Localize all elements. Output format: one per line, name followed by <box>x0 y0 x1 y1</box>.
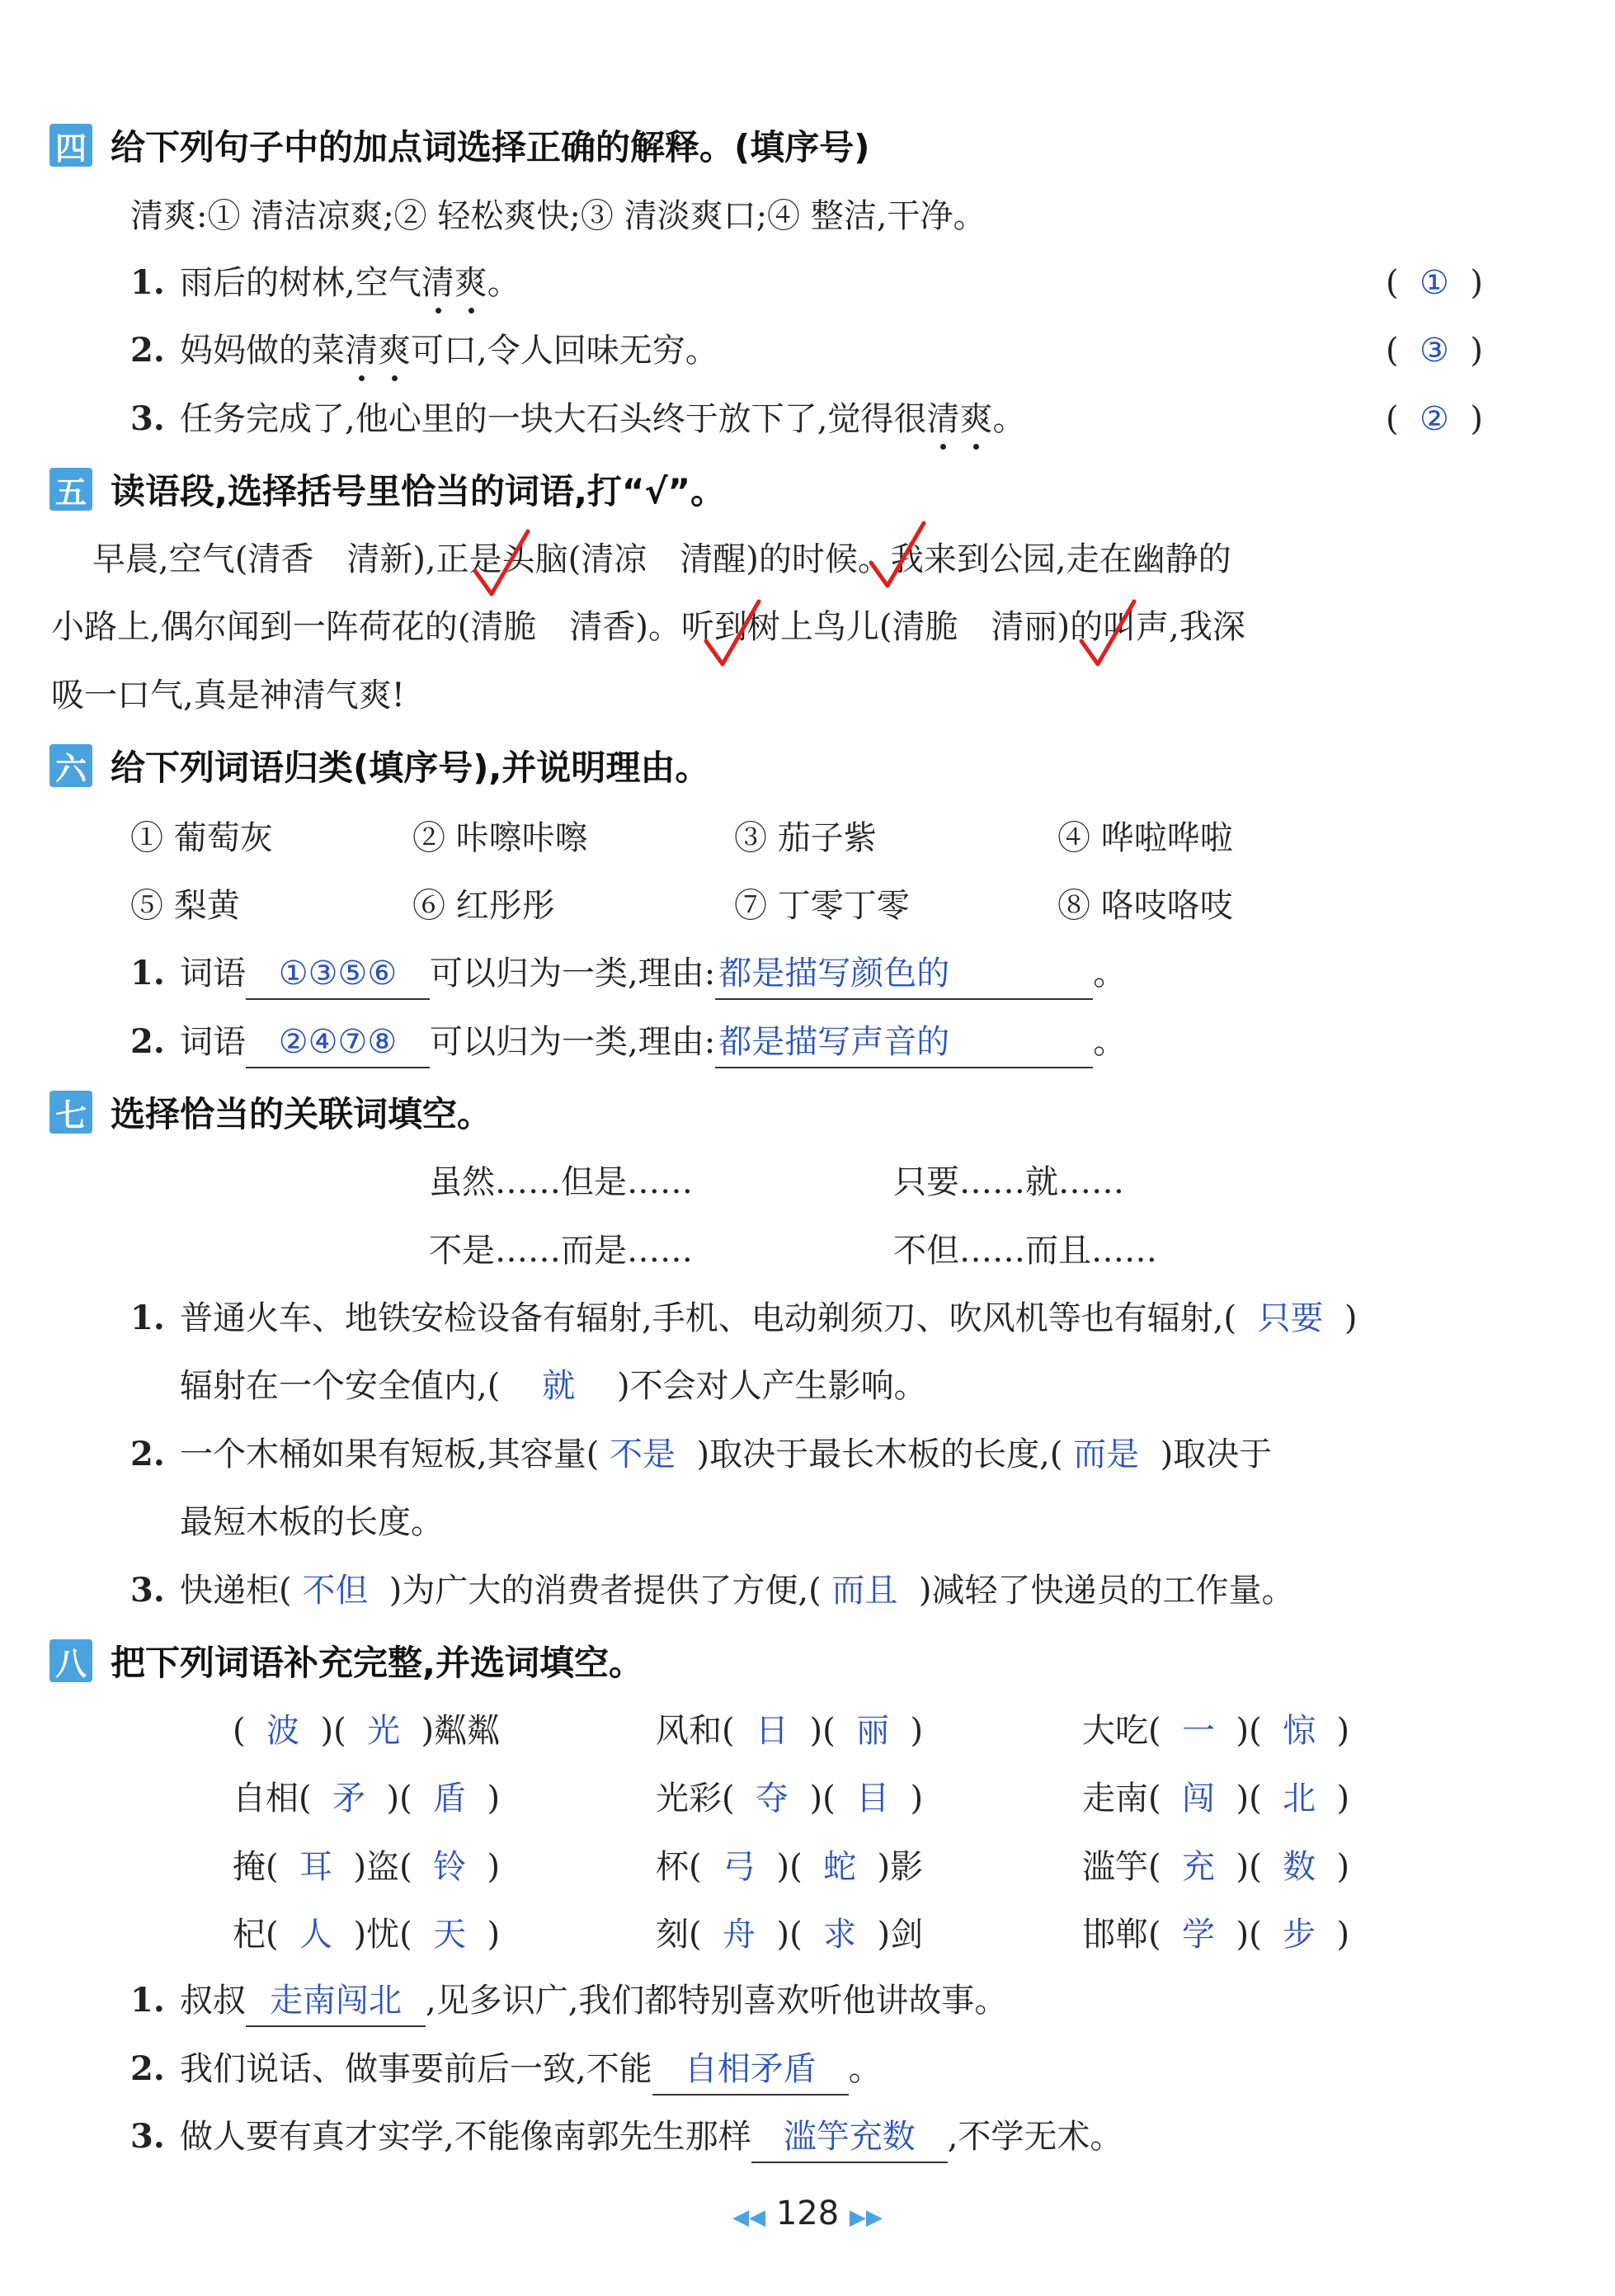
section-title: 把下列词语补充完整,并选词填空。 <box>111 1643 643 1683</box>
passage-line-3: 吸一口气,真是神清气爽! <box>51 677 405 714</box>
idiom-text: )( <box>1236 1916 1262 1954</box>
idiom-text: )粼粼 <box>421 1712 501 1750</box>
blank-answer[interactable]: 不但 <box>302 1572 369 1610</box>
fill-answer[interactable]: 走南闯北 <box>246 1976 426 2027</box>
s8-question-2: 2. 我们说话、做事要前后一致,不能 自相矛盾 。 <box>130 2044 882 2096</box>
idiom-text: )( <box>320 1712 346 1750</box>
idiom-text: )剑 <box>877 1916 924 1954</box>
reason-answer[interactable]: 都是描写声音的 <box>715 1017 1093 1068</box>
idiom-text: 杯( <box>656 1848 702 1886</box>
idiom-item <box>1082 1910 1349 1959</box>
section-badge: 八 <box>49 1639 92 1682</box>
idiom-text: ) <box>910 1712 924 1750</box>
page-footer <box>0 2195 1615 2232</box>
blank-answer[interactable]: 不是 <box>610 1436 676 1473</box>
idiom-text: )( <box>1236 1712 1262 1750</box>
idiom-text: 滥竽( <box>1082 1848 1161 1886</box>
section-badge: 五 <box>49 468 92 511</box>
s7-question-2-cont: 最短木板的长度。 <box>180 1503 444 1541</box>
next-arrow-icon: ▶▶ <box>849 2205 883 2230</box>
s4-answer-1[interactable]: ( ① ) <box>1386 264 1483 302</box>
idiom-text: )盗( <box>353 1848 412 1886</box>
reason-answer[interactable]: 都是描写颜色的 <box>715 949 1093 1000</box>
word-option: ④ 哗啦哗啦 <box>1057 819 1233 857</box>
word-option: ① 葡萄灰 <box>130 819 273 857</box>
idiom-text: 大吃( <box>1082 1712 1161 1750</box>
group-answer[interactable]: ②④⑦⑧ <box>246 1017 430 1068</box>
idiom-blank[interactable]: 步 <box>1261 1916 1337 1954</box>
idiom-item <box>656 1774 923 1823</box>
s4-question-3: 3. 任务完成了,他心里的一块大石头终于放下了,觉得很清爽。 <box>130 399 1026 438</box>
idiom-text: )忧( <box>353 1916 412 1954</box>
idiom-blank[interactable]: 天 <box>412 1916 487 1954</box>
word-option: ② 咔嚓咔嚓 <box>412 819 588 857</box>
idiom-blank[interactable]: 目 <box>835 1780 911 1817</box>
idiom-item <box>233 1842 500 1892</box>
idiom-item <box>233 1910 500 1959</box>
idiom-blank[interactable]: 学 <box>1161 1916 1236 1954</box>
section-title: 读语段,选择括号里恰当的词语,打“√”。 <box>111 471 726 512</box>
check-mark-icon <box>1076 598 1142 672</box>
blank-answer[interactable]: 只要 <box>1257 1299 1324 1337</box>
s7-question-2: 2. 一个木桶如果有短板,其容量( 不是 )取决于最长木板的长度,( 而是 )取决于 <box>130 1435 1273 1473</box>
idiom-text: ) <box>1336 1712 1350 1750</box>
idiom-text: )( <box>809 1780 836 1817</box>
idiom-blank[interactable]: 求 <box>802 1916 878 1954</box>
section-4-header <box>49 122 869 168</box>
passage-line-2: 小路上,偶尔闻到一阵荷花的(清脆 清香)。听到树上鸟儿(清脆 清丽)的叫声,我深 <box>51 608 1245 646</box>
idiom-text: 走南( <box>1082 1780 1161 1817</box>
conjunction-option: 只要……就…… <box>893 1163 1124 1201</box>
idiom-text: )( <box>776 1848 803 1886</box>
idiom-blank[interactable]: 蛇 <box>802 1848 878 1886</box>
s6-question-1: 1. 词语 ①③⑤⑥ 可以归为一类,理由: 都是描写颜色的 。 <box>130 949 1126 1000</box>
idiom-text: 光彩( <box>656 1780 735 1817</box>
idiom-blank[interactable]: 耳 <box>278 1848 354 1886</box>
idiom-text: ) <box>487 1780 501 1817</box>
conjunction-option: 虽然……但是…… <box>429 1163 693 1201</box>
idiom-item <box>656 1910 923 1959</box>
idiom-text: ) <box>1336 1916 1350 1954</box>
idiom-text: 刻( <box>656 1916 702 1954</box>
idiom-text: 邯郸( <box>1082 1916 1161 1954</box>
page-number: 128 <box>775 2195 840 2232</box>
word-option: ⑧ 咯吱咯吱 <box>1057 887 1233 925</box>
blank-answer[interactable]: 就 <box>542 1367 576 1405</box>
idiom-blank[interactable]: 丽 <box>835 1712 911 1750</box>
idiom-item <box>1082 1706 1349 1756</box>
check-mark-icon <box>701 598 767 672</box>
idiom-blank[interactable]: 惊 <box>1261 1712 1337 1750</box>
idiom-blank[interactable]: 光 <box>346 1712 421 1750</box>
conjunction-option: 不是……而是…… <box>429 1232 693 1270</box>
idiom-text: ( <box>233 1712 246 1750</box>
idiom-text: 掩( <box>233 1848 279 1886</box>
idiom-text: )( <box>386 1780 412 1817</box>
section-badge: 四 <box>49 124 92 167</box>
idiom-text: ) <box>487 1848 501 1886</box>
idiom-text: ) <box>487 1916 501 1954</box>
idiom-blank[interactable]: 盾 <box>412 1780 487 1817</box>
section-title: 选择恰当的关联词填空。 <box>111 1094 492 1134</box>
idiom-item <box>1082 1842 1349 1892</box>
definition-options: 清爽:① 清洁凉爽;② 轻松爽快;③ 清淡爽口;④ 整洁,干净。 <box>130 197 986 235</box>
s4-question-2: 2. 妈妈做的菜清爽可口,令人回味无穷。 <box>130 331 718 370</box>
section-badge: 六 <box>49 744 92 787</box>
word-option: ⑦ 丁零丁零 <box>734 887 910 925</box>
idiom-blank[interactable]: 矛 <box>311 1780 387 1817</box>
blank-answer[interactable]: 而是 <box>1073 1436 1140 1473</box>
prev-arrow-icon: ◀◀ <box>732 2205 766 2230</box>
fill-answer[interactable]: 滥竽充数 <box>751 2112 948 2163</box>
s4-question-1: 1. 雨后的树林,空气清爽。 <box>130 263 520 302</box>
section-title: 给下列词语归类(填序号),并说明理由。 <box>111 747 710 788</box>
idiom-text: 风和( <box>656 1712 735 1750</box>
passage-line-1: 早晨,空气(清香 清新),正是头脑(清凉 清醒)的时候。我来到公园,走在幽静的 <box>92 540 1231 578</box>
idiom-text: )( <box>1236 1848 1262 1886</box>
idiom-item <box>233 1774 500 1823</box>
idiom-text: 自相( <box>233 1780 312 1817</box>
section-badge: 七 <box>49 1091 92 1134</box>
idiom-text: )影 <box>877 1848 924 1886</box>
idiom-blank[interactable]: 一 <box>1161 1712 1236 1750</box>
section-5-header <box>49 466 725 512</box>
idiom-item <box>233 1706 500 1756</box>
section-7-header <box>49 1089 492 1135</box>
idiom-blank[interactable]: 北 <box>1261 1780 1337 1817</box>
blank-answer[interactable]: 而且 <box>831 1572 898 1610</box>
idiom-blank[interactable]: 夺 <box>734 1780 810 1817</box>
s7-question-3: 3. 快递柜( 不但 )为广大的消费者提供了方便,( 而且 )减轻了快递员的工作量。 <box>130 1571 1295 1610</box>
section-6-header <box>49 743 709 789</box>
check-mark-icon <box>470 528 536 602</box>
s8-question-3: 3. 做人要有真才实学,不能像南郭先生那样 滥竽充数 ,不学无术。 <box>130 2112 1123 2163</box>
idiom-blank[interactable]: 充 <box>1161 1848 1236 1886</box>
s8-question-1: 1. 叔叔 走南闯北 ,见多识广,我们都特别喜欢听他讲故事。 <box>130 1976 1007 2027</box>
idiom-blank[interactable]: 日 <box>734 1712 810 1750</box>
idiom-item <box>1082 1774 1349 1823</box>
idiom-blank[interactable]: 人 <box>278 1916 354 1954</box>
s4-answer-2[interactable]: ( ③ ) <box>1386 332 1483 370</box>
fill-answer[interactable]: 自相矛盾 <box>652 2044 849 2096</box>
idiom-text: )( <box>809 1712 836 1750</box>
conjunction-option: 不但……而且…… <box>893 1232 1157 1270</box>
idiom-text: ) <box>1336 1848 1350 1886</box>
s7-question-1-cont: 辐射在一个安全值内,( 就 )不会对人产生影响。 <box>180 1367 927 1405</box>
word-option: ⑤ 梨黄 <box>130 887 240 925</box>
check-mark-icon <box>866 520 932 594</box>
group-answer[interactable]: ①③⑤⑥ <box>246 949 430 1000</box>
s6-question-2: 2. 词语 ②④⑦⑧ 可以归为一类,理由: 都是描写声音的 。 <box>130 1017 1126 1068</box>
idiom-blank[interactable]: 舟 <box>701 1916 777 1954</box>
idiom-blank[interactable]: 波 <box>245 1712 321 1750</box>
idiom-item <box>656 1842 923 1892</box>
idiom-blank[interactable]: 弓 <box>701 1848 777 1886</box>
idiom-text: 杞( <box>233 1916 279 1954</box>
idiom-blank[interactable]: 数 <box>1261 1848 1337 1886</box>
idiom-item <box>656 1706 923 1756</box>
idiom-blank[interactable]: 铃 <box>412 1848 487 1886</box>
s7-question-1: 1. 普通火车、地铁安检设备有辐射,手机、电动剃须刀、吹风机等也有辐射,( 只要 ) <box>130 1299 1358 1337</box>
idiom-text: )( <box>1236 1780 1262 1817</box>
idiom-text: ) <box>910 1780 924 1817</box>
s4-answer-3[interactable]: ( ② ) <box>1386 400 1483 438</box>
word-option: ③ 茄子紫 <box>734 819 877 857</box>
idiom-text: ) <box>1336 1780 1350 1817</box>
section-8-header <box>49 1638 643 1684</box>
word-option: ⑥ 红彤彤 <box>412 887 555 925</box>
idiom-blank[interactable]: 闯 <box>1161 1780 1236 1817</box>
idiom-text: )( <box>776 1916 803 1954</box>
section-title: 给下列句子中的加点词选择正确的解释。(填序号) <box>111 127 870 167</box>
